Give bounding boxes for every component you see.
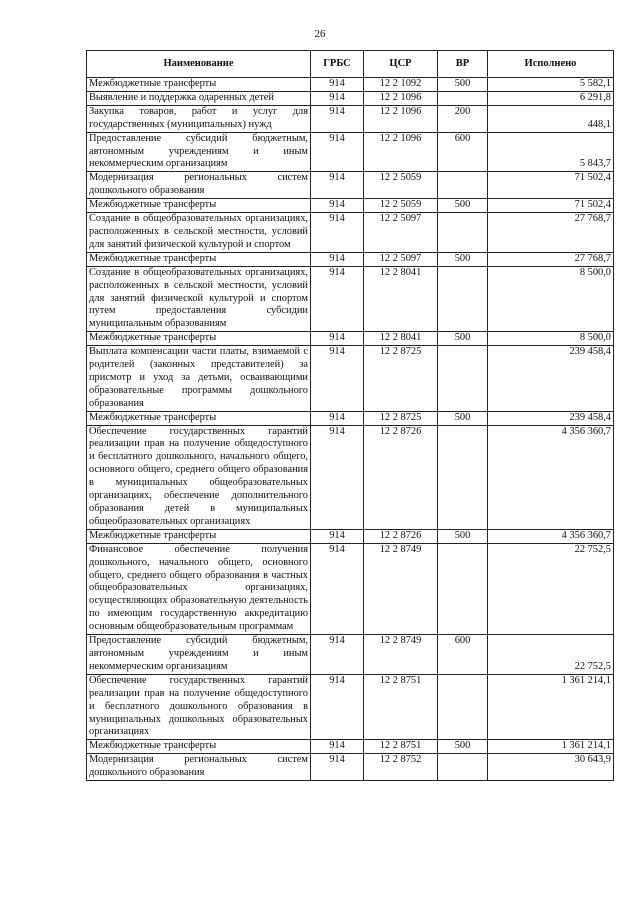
row-grbs-cell: 914 — [311, 411, 364, 425]
row-name-cell: Межбюджетные трансферты — [87, 411, 311, 425]
table-row — [87, 172, 614, 199]
row-amount-cell: 4 356 360,7 — [488, 425, 614, 529]
row-name-cell: Создание в общеобразовательных организациях, расположенных в сельской местности, условий для занятий физической культурой и спортом путем предоставления субсидии муниципальным образованиям — [87, 266, 311, 332]
row-csr-cell: 12 2 1096 — [364, 91, 438, 105]
table-row — [87, 754, 614, 781]
row-grbs-cell: 914 — [311, 543, 364, 634]
row-amount-cell: 30 643,9 — [488, 754, 614, 781]
row-grbs-cell: 914 — [311, 78, 364, 92]
row-amount-cell: 5 843,7 — [488, 132, 614, 172]
row-vr-cell: 500 — [438, 199, 488, 213]
row-csr-cell: 12 2 1092 — [364, 78, 438, 92]
table-row — [87, 252, 614, 266]
row-name-cell: Межбюджетные трансферты — [87, 529, 311, 543]
row-vr-cell — [438, 213, 488, 253]
row-grbs-cell: 914 — [311, 635, 364, 675]
table-row — [87, 543, 614, 634]
row-grbs-cell: 914 — [311, 266, 364, 332]
row-vr-cell — [438, 266, 488, 332]
table-row — [87, 674, 614, 740]
row-amount-cell: 71 502,4 — [488, 199, 614, 213]
row-csr-cell: 12 2 8725 — [364, 411, 438, 425]
row-name-cell: Предоставление субсидий бюджетным, автономным учреждениям и иным некоммерческим организациям — [87, 132, 311, 172]
row-name-cell: Межбюджетные трансферты — [87, 332, 311, 346]
row-vr-cell — [438, 754, 488, 781]
row-name-cell: Модернизация региональных систем дошкольного образования — [87, 172, 311, 199]
row-name-cell: Обеспечение государственных гарантий реализации прав на получение общедоступного и бесплатного дошкольного, начального общего, основного общего, среднего общего образования в муниципальных общеобразовательных организациях, обеспечение дополнительного образования детей в муниципальных общеобразовательных организациях — [87, 425, 311, 529]
row-grbs-cell: 914 — [311, 529, 364, 543]
row-vr-cell — [438, 91, 488, 105]
row-vr-cell: 500 — [438, 252, 488, 266]
row-csr-cell: 12 2 5059 — [364, 172, 438, 199]
row-amount-cell: 8 500,0 — [488, 332, 614, 346]
row-csr-cell: 12 2 1096 — [364, 105, 438, 132]
row-csr-cell: 12 2 8751 — [364, 740, 438, 754]
row-vr-cell: 500 — [438, 78, 488, 92]
table-row — [87, 332, 614, 346]
row-grbs-cell: 914 — [311, 172, 364, 199]
row-name-cell: Межбюджетные трансферты — [87, 252, 311, 266]
row-name-cell: Выплата компенсации части платы, взимаемой с родителей (законных представителей) за присмотр и уход за детьми, осваивающими образовательные программы дошкольного образования — [87, 346, 311, 412]
row-grbs-cell: 914 — [311, 91, 364, 105]
row-csr-cell: 12 2 5097 — [364, 252, 438, 266]
row-grbs-cell: 914 — [311, 199, 364, 213]
row-grbs-cell: 914 — [311, 332, 364, 346]
row-name-cell: Межбюджетные трансферты — [87, 740, 311, 754]
header-csr: ЦСР — [364, 51, 438, 78]
budget-execution-table — [86, 50, 614, 781]
row-vr-cell: 500 — [438, 411, 488, 425]
row-grbs-cell: 914 — [311, 740, 364, 754]
row-vr-cell — [438, 674, 488, 740]
row-amount-cell: 22 752,5 — [488, 635, 614, 675]
row-csr-cell: 12 2 8749 — [364, 543, 438, 634]
table-header-row — [87, 51, 614, 78]
row-grbs-cell: 914 — [311, 213, 364, 253]
row-vr-cell — [438, 543, 488, 634]
row-amount-cell: 5 582,1 — [488, 78, 614, 92]
row-vr-cell: 600 — [438, 132, 488, 172]
row-csr-cell: 12 2 8752 — [364, 754, 438, 781]
row-csr-cell: 12 2 5059 — [364, 199, 438, 213]
row-csr-cell: 12 2 8751 — [364, 674, 438, 740]
row-csr-cell: 12 2 1096 — [364, 132, 438, 172]
row-grbs-cell: 914 — [311, 105, 364, 132]
row-amount-cell: 27 768,7 — [488, 213, 614, 253]
row-name-cell: Закупка товаров, работ и услуг для государственных (муниципальных) нужд — [87, 105, 311, 132]
row-amount-cell: 8 500,0 — [488, 266, 614, 332]
row-vr-cell — [438, 346, 488, 412]
table-row — [87, 266, 614, 332]
row-grbs-cell: 914 — [311, 132, 364, 172]
row-name-cell: Предоставление субсидий бюджетным, автономным учреждениям и иным некоммерческим организациям — [87, 635, 311, 675]
row-vr-cell: 500 — [438, 529, 488, 543]
table-row — [87, 78, 614, 92]
table-row — [87, 199, 614, 213]
row-name-cell: Обеспечение государственных гарантий реализации прав на получение общедоступного и бесплатного дошкольного образования в муниципальных дошкольных образовательных организациях — [87, 674, 311, 740]
row-vr-cell: 600 — [438, 635, 488, 675]
row-vr-cell: 500 — [438, 332, 488, 346]
row-amount-cell: 1 361 214,1 — [488, 674, 614, 740]
row-csr-cell: 12 2 8749 — [364, 635, 438, 675]
row-amount-cell: 4 356 360,7 — [488, 529, 614, 543]
table-row — [87, 635, 614, 675]
header-executed: Исполнено — [488, 51, 614, 78]
table-row — [87, 105, 614, 132]
row-name-cell: Создание в общеобразовательных организациях, расположенных в сельской местности, условий для занятий физической культурой и спортом — [87, 213, 311, 253]
table-row — [87, 740, 614, 754]
table-row — [87, 411, 614, 425]
table-row — [87, 425, 614, 529]
row-amount-cell: 27 768,7 — [488, 252, 614, 266]
page-number: 26 — [314, 28, 326, 40]
row-grbs-cell: 914 — [311, 754, 364, 781]
row-grbs-cell: 914 — [311, 252, 364, 266]
row-csr-cell: 12 2 8726 — [364, 425, 438, 529]
row-amount-cell: 71 502,4 — [488, 172, 614, 199]
table-body — [87, 78, 614, 781]
row-grbs-cell: 914 — [311, 425, 364, 529]
row-grbs-cell: 914 — [311, 674, 364, 740]
row-csr-cell: 12 2 8041 — [364, 266, 438, 332]
table-row — [87, 529, 614, 543]
row-amount-cell: 239 458,4 — [488, 411, 614, 425]
row-vr-cell — [438, 425, 488, 529]
header-name: Наименование — [87, 51, 311, 78]
row-name-cell: Межбюджетные трансферты — [87, 78, 311, 92]
header-grbs: ГРБС — [311, 51, 364, 78]
row-amount-cell: 22 752,5 — [488, 543, 614, 634]
table-row — [87, 132, 614, 172]
row-csr-cell: 12 2 8041 — [364, 332, 438, 346]
row-csr-cell: 12 2 8726 — [364, 529, 438, 543]
row-vr-cell: 500 — [438, 740, 488, 754]
row-name-cell: Выявление и поддержка одаренных детей — [87, 91, 311, 105]
row-amount-cell: 6 291,8 — [488, 91, 614, 105]
header-vr: ВР — [438, 51, 488, 78]
row-name-cell: Финансовое обеспечение получения дошкольного, начального общего, основного общего, среднего общего образования в частных общеобразовательных организациях, осуществляющих образовательную деятельность по имеющим государственную аккредитацию основным общеобразовательным программам — [87, 543, 311, 634]
row-name-cell: Модернизация региональных систем дошкольного образования — [87, 754, 311, 781]
row-vr-cell — [438, 172, 488, 199]
row-vr-cell: 200 — [438, 105, 488, 132]
row-amount-cell: 448,1 — [488, 105, 614, 132]
row-amount-cell: 239 458,4 — [488, 346, 614, 412]
table-row — [87, 346, 614, 412]
row-name-cell: Межбюджетные трансферты — [87, 199, 311, 213]
table-row — [87, 91, 614, 105]
row-csr-cell: 12 2 8725 — [364, 346, 438, 412]
row-grbs-cell: 914 — [311, 346, 364, 412]
row-csr-cell: 12 2 5097 — [364, 213, 438, 253]
table-row — [87, 213, 614, 253]
row-amount-cell: 1 361 214,1 — [488, 740, 614, 754]
